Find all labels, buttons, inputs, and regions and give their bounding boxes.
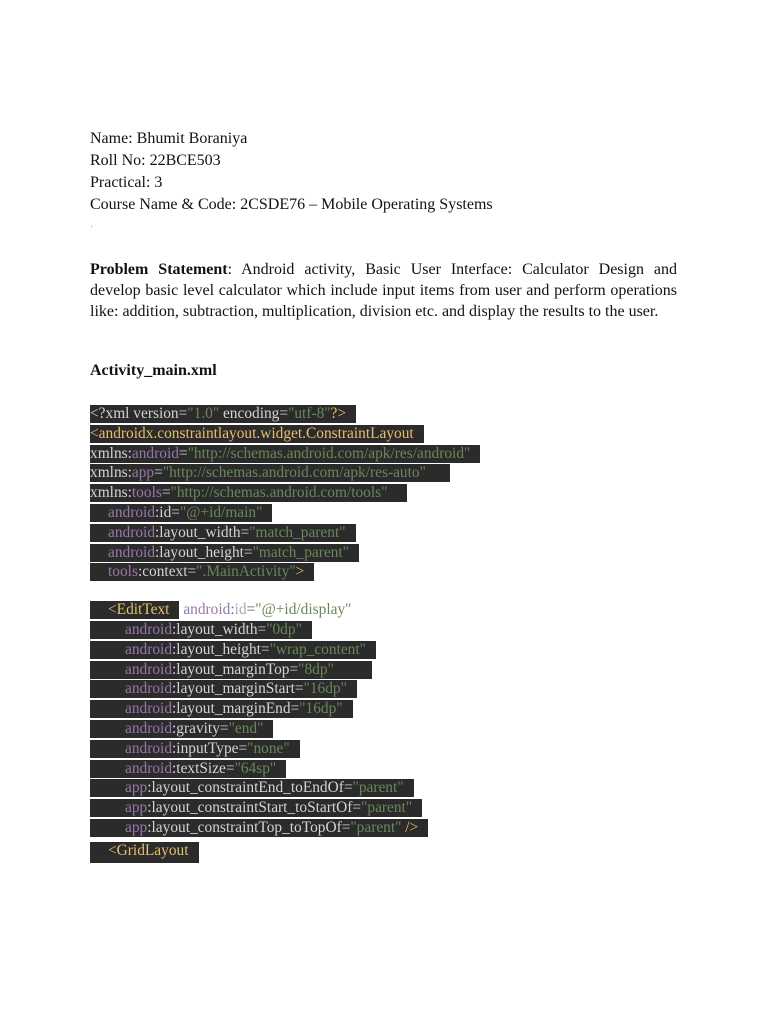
code-line: android:gravity="end"	[90, 719, 480, 739]
code-line: xmlns:app="http://schemas.android.com/apk/res-auto"	[90, 463, 480, 483]
code-block	[90, 404, 480, 864]
code-line: <GridLayout	[90, 838, 480, 864]
code-line: android:inputType="none"	[90, 739, 480, 759]
code-line: android:layout_width="0dp"	[90, 620, 480, 640]
stray-mark: '	[91, 224, 93, 234]
problem-label: Problem Statement	[90, 261, 228, 278]
practical-number: Practical: 3	[90, 174, 163, 191]
roll-number: Roll No: 22BCE503	[90, 152, 221, 169]
code-line: app:layout_constraintStart_toStartOf="parent"	[90, 798, 480, 818]
code-line: android:layout_height="match_parent"	[90, 543, 480, 563]
code-line: android:layout_marginEnd="16dp"	[90, 699, 480, 719]
code-line: tools:context=".MainActivity">	[90, 562, 480, 582]
code-line: <androidx.constraintlayout.widget.ConstraintLayout	[90, 424, 480, 444]
code-line: android:layout_marginStart="16dp"	[90, 679, 480, 699]
student-name: Name: Bhumit Boraniya	[90, 130, 248, 147]
code-line: android:layout_width="match_parent"	[90, 523, 480, 543]
code-line: android:layout_height="wrap_content"	[90, 640, 480, 660]
code-line: android:id="@+id/main"	[90, 503, 480, 523]
problem-statement	[90, 259, 677, 322]
code-line: xmlns:tools="http://schemas.android.com/tools"	[90, 483, 480, 503]
code-line: <EditText android:id="@+id/display"	[90, 600, 480, 620]
course-info: Course Name & Code: 2CSDE76 – Mobile Operating Systems	[90, 196, 493, 213]
code-line: app:layout_constraintEnd_toEndOf="parent"	[90, 778, 480, 798]
code-line: xmlns:android="http://schemas.android.com/apk/res/android"	[90, 444, 480, 464]
student-info	[90, 128, 493, 216]
code-line: app:layout_constraintTop_toTopOf="parent" />	[90, 818, 480, 838]
code-line: <?xml version="1.0" encoding="utf-8"?>	[90, 404, 480, 424]
code-line: android:textSize="64sp"	[90, 759, 480, 779]
problem-text: : Android activity, Basic User Interface: Calculator Design and develop basic level calculator which include input items from user and perform operations like: addition, subtraction, multiplication, division etc. and display the results to the user.	[90, 261, 677, 320]
file-heading: Activity_main.xml	[90, 362, 217, 379]
code-line: android:layout_marginTop="8dp"	[90, 660, 480, 680]
